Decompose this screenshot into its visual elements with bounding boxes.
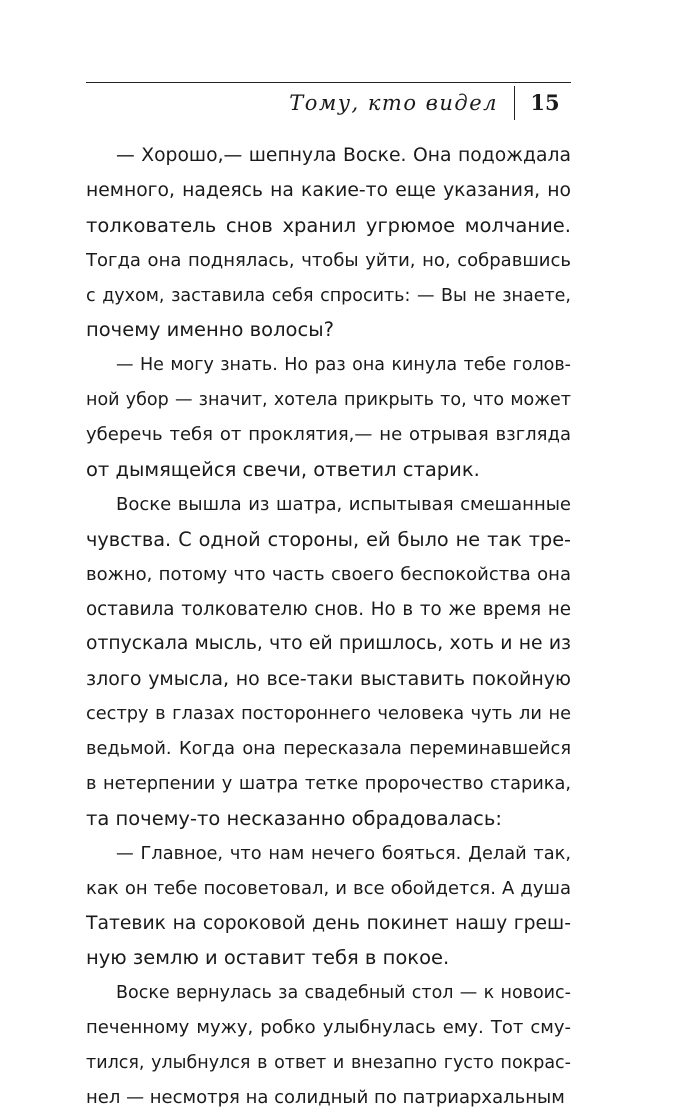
text-line: уберечь тебя от проклятия,— не отрывая взгляда (86, 424, 571, 446)
text-line: Татевик на сороковой день покинет нашу греш- (86, 912, 571, 934)
text-line: в нетерпении у шатра тетке пророчество старика, (86, 774, 571, 795)
text-line: — Хорошо,— шепнула Воске. Она подождала (116, 145, 571, 166)
text-line: толкователь снов хранил угрюмое молчание. (86, 213, 571, 237)
text-line: отпускала мысль, что ей пришлось, хоть и не из (86, 633, 571, 655)
paragraph (86, 488, 571, 837)
text-line: сестру в глазах постороннего человека чуть ли не (86, 704, 571, 725)
text-line: чувства. С одной стороны, ей было не так тре- (86, 527, 571, 551)
text-line: ную землю и оставит тебя в покое. (86, 946, 450, 970)
paragraph (86, 976, 571, 1116)
text-line: почему именно волосы? (86, 318, 334, 342)
text-line: вожно, потому что часть своего беспокойства она (86, 563, 571, 585)
text-line: Воске вышла из шатра, испытывая смешанные (116, 493, 571, 515)
running-title: Тому, кто видел (289, 91, 498, 115)
paragraph (86, 348, 571, 488)
body-text (86, 139, 571, 1116)
text-line: печенному мужу, робко улыбнулась ему. Тот сму- (86, 1017, 571, 1039)
text-line: нел — несмотря на солидный по патриархальным (86, 1087, 565, 1109)
text-line: злого умысла, но все-таки выставить покойную (86, 668, 571, 691)
text-line: Воске вернулась за свадебный стол — к новоис- (116, 983, 571, 1004)
text-line: оставила толкователю снов. Но в то же время не (86, 598, 571, 620)
text-line: от дымящейся свечи, ответил старик. (86, 458, 480, 482)
paragraph (86, 837, 571, 977)
text-line: немного, надеясь на какие-то еще указания, но (86, 179, 571, 201)
page-number: 15 (530, 90, 560, 115)
text-line: тился, улыбнулся в ответ и внезапно густо покрас- (86, 1053, 571, 1074)
text-line: — Не могу знать. Но раз она кинула тебе голов- (116, 355, 571, 376)
text-line: та почему-то несказанно обрадовалась: (86, 806, 502, 830)
header-rule (86, 82, 571, 83)
text-line: — Главное, что нам нечего бояться. Делай так, (116, 843, 571, 864)
header-divider (514, 86, 515, 120)
text-line: ведьмой. Когда она пересказала переминавшейся (86, 739, 571, 760)
text-line: ной убор — значит, хотела прикрыть то, что может (86, 390, 571, 411)
text-line: с духом, заставила себя спросить: — Вы не знаете, (86, 285, 571, 306)
text-line: Тогда она поднялась, чтобы уйти, но, собравшись (86, 249, 571, 271)
text-line: как он тебе посоветовал, и все обойдется. А душа (86, 877, 571, 899)
paragraph (86, 139, 571, 348)
